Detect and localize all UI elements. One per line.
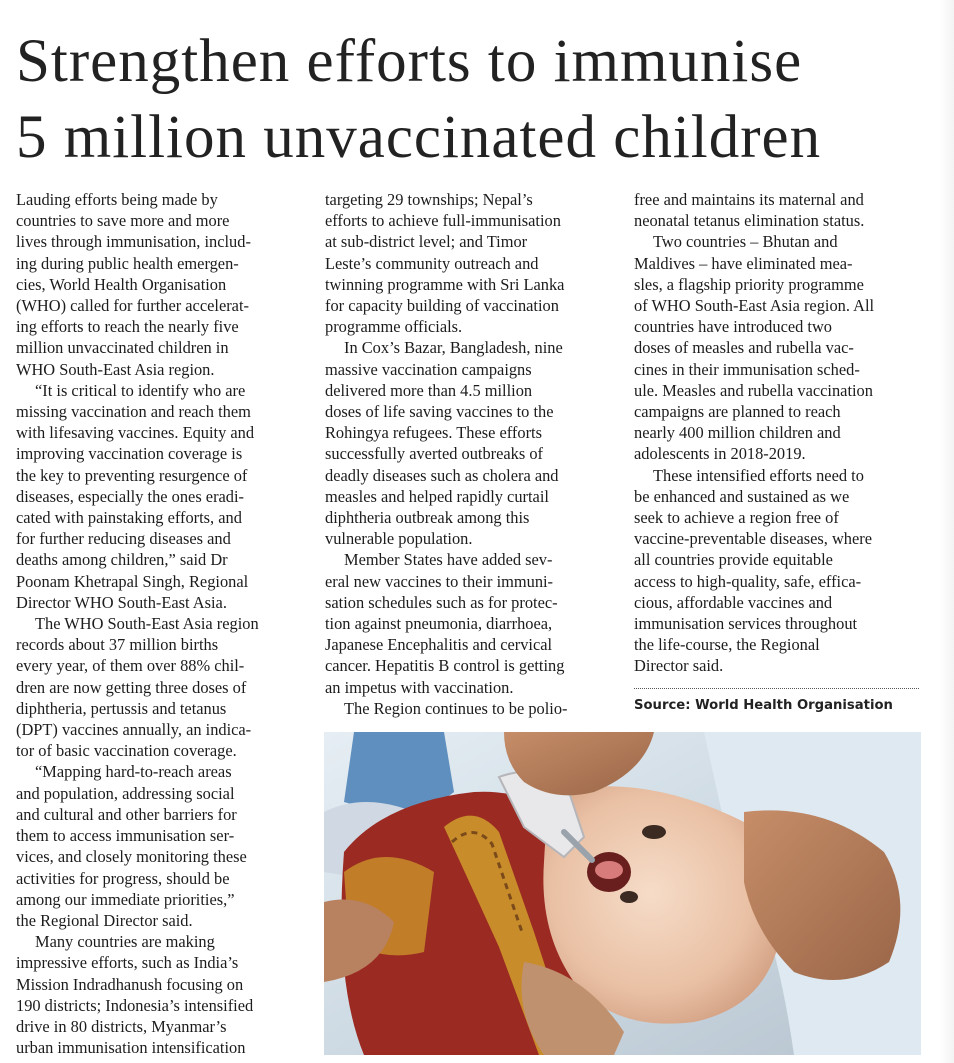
- paragraph: free and maintains its maternal and neonatal tetanus elimination status.: [634, 190, 865, 231]
- headline: [16, 24, 951, 176]
- paragraph: Many countries are making impressive efforts, such as India’s Mission Indradhanush focusing on 190 districts; Indonesia’s intensified drive in 80 districts, Myanmar’s urban immunisation intensification: [16, 932, 254, 1058]
- headline-line-1: Strengthen efforts to immunise: [16, 28, 803, 95]
- paragraph: Lauding efforts being made by countries to save more and more lives through immunisation, includ- ing during public health emergen- cies, World Health Organisation (WHO) called for further accelerat- ing efforts to reach the nearly five million unvaccinated children in WHO South-East Asia region.: [16, 190, 251, 379]
- page-edge: [940, 0, 954, 1063]
- paragraph: Member States have added sev- eral new vaccines to their immuni- sation schedules such as for protec- tion against pneumonia, diarrhoea, Japanese Encephalitis and cervical cancer. Hepatitis B control is getting an impetus with vaccination.: [325, 550, 565, 697]
- article-column-1: [16, 189, 306, 1058]
- source-credit: Source: World Health Organisation: [634, 698, 893, 713]
- paragraph: In Cox’s Bazar, Bangladesh, nine massive vaccination campaigns delivered more than 4.5 million doses of life saving vaccines to the Rohingya refugees. These efforts successfully averted outbreaks of deadly diseases such as cholera and measles and helped rapidly curtail diphtheria outbreak among this vulnerable population.: [325, 338, 563, 549]
- paragraph: “It is critical to identify who are missing vaccination and reach them with lifesaving vaccines. Equity and improving vaccination coverage is the key to preventing resurgence of diseases, especially the ones eradi- cated with painstaking efforts, and for further reducing diseases and deaths among children,” said Dr Poonam Khetrapal Singh, Regional Director WHO South-East Asia.: [16, 380, 255, 612]
- article-column-3: [634, 189, 926, 677]
- baby-eye: [642, 825, 666, 839]
- article-column-2: [325, 189, 617, 719]
- paragraph: These intensified efforts need to be enhanced and sustained as we seek to achieve a region free of vaccine-preventable diseases, where all countries provide equitable access to high-quality, safe, effica- cious, affordable vaccines and immunisation services throughout the life-course, the Regional Director said.: [634, 465, 872, 676]
- paragraph: Two countries – Bhutan and Maldives – have eliminated mea- sles, a flagship priority programme of WHO South-East Asia region. All countries have introduced two doses of measles and rubella vac- cines in their immunisation sched- ule. Measles and rubella vaccination campaigns are planned to reach nearly 400 million children and adolescents in 2018-2019.: [634, 232, 875, 464]
- paragraph: “Mapping hard-to-reach areas and population, addressing social and cultural and other barriers for them to access immunisation ser- vices, and closely monitoring these activities for progress, should be among our immediate priorities,” the Regional Director said.: [16, 762, 247, 930]
- paragraph: The WHO South-East Asia region records about 37 million births every year, of them over 88% chil- dren are now getting three doses of diphtheria, pertussis and tetanus (DPT) vaccines annually, an indica- tor of basic vaccination coverage.: [16, 614, 259, 761]
- paragraph: The Region continues to be polio-: [344, 698, 568, 718]
- vaccination-photo: [324, 732, 921, 1055]
- headline-line-2: 5 million unvaccinated children: [16, 104, 822, 171]
- photo-illustration: [324, 732, 921, 1055]
- paragraph: targeting 29 townships; Nepal’s efforts to achieve full-immunisation at sub-district level; and Timor Leste’s community outreach and twinning programme with Sri Lanka for capacity building of vaccination programme officials.: [325, 190, 565, 337]
- source-divider: [634, 688, 919, 689]
